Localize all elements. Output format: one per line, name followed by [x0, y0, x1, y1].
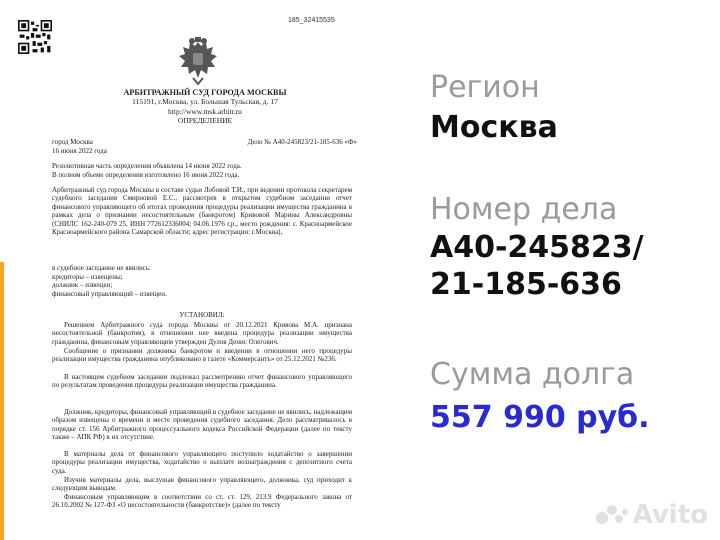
- intro-paragraph: Арбитражный суд города Москвы в составе судьи Лобовой Т.И., при ведении протокола секретарем судебного заседания Смирновой Е.С., рассмотрев в открытом судебном заседании отчет финансового управляющего об итогах проведения процедуры реализации имущества гражданина в рамках дела о признании несостоятельным (банкротом) Кривовой Марины Александровны (СНИЛС 162-240-079 25, ИНН 772612336004; 04.06.1976 г.р., место рождения: с. Красноармейское Красноармейского района Самарской области; адрес регистрации: г.Москва),: [52, 186, 352, 237]
- court-header: [60, 88, 350, 125]
- case-number-label: Номер дела: [430, 192, 618, 227]
- avito-watermark-text: Avito: [632, 500, 708, 530]
- city-case-row: [52, 138, 357, 147]
- established-heading: УСТАНОВИЛ:: [179, 311, 225, 319]
- qr-code-icon: [18, 20, 52, 54]
- case-number-value-line1: А40-245823/: [430, 230, 644, 265]
- paragraph-5: В материалы дела от финансового управляющего поступило ходатайство о завершении процедуры реализации имущества, ходатайство о выплате вознаграждения с депозитного счета суда.: [52, 450, 352, 475]
- side-accent-bar: [0, 262, 4, 540]
- case-number-value-line2: 21-185-636: [430, 267, 622, 302]
- absent-manager: финансовый управляющий – извещен.: [52, 289, 167, 298]
- absent-debtor: должник – извещен;: [52, 281, 113, 290]
- absent-heading: в судебное заседание не явились:: [52, 264, 152, 272]
- court-name: АРБИТРАЖНЫЙ СУД ГОРОДА МОСКВЫ: [123, 88, 287, 97]
- document-date: 16 июня 2022 года: [52, 146, 107, 155]
- city: город Москва: [52, 138, 93, 146]
- paragraph-4: Должник, кредиторы, финансовый управляющий в судебное заседание не явились, надлежащим образом извещены о времени и месте проведения судебного заседания. Дело рассматривалось в порядке ст. 156 Арбитражного процессуального кодекса Российской Федерации (далее по тексту также – АПК РФ) в их отсутствие.: [52, 408, 353, 442]
- paragraph-3: В настоящем судебном заседании подлежал рассмотрению отчет финансового управляющего по результатам проведения процедуры реализации имущества гражданина.: [52, 373, 352, 390]
- case-reference: Дело № А40-245823/21-185-636 «Ф»: [247, 138, 357, 146]
- avito-logo-icon: [595, 504, 629, 526]
- avito-watermark: [595, 500, 708, 530]
- document-number: 185_32415535: [288, 17, 335, 24]
- court-website: http://www.msk.arbitr.ru: [168, 106, 242, 116]
- document-type: ОПРЕДЕЛЕНИЕ: [177, 115, 233, 125]
- paragraph-2: Сообщение о признании должника банкротом и введении в отношении него процедуры реализации имущества гражданина опубликовано в газете «Коммерсантъ» от 25.12.2021 №236.: [52, 347, 352, 364]
- resolution-line-2: В полном объеме определения изготовлено 16 июня 2022 года.: [52, 170, 240, 179]
- resolution-line-1: Резолютивная часть определения объявлена 14 июня 2022 года.: [52, 162, 242, 170]
- absent-creditors: кредиторы – извещены;: [52, 272, 123, 281]
- debt-value: 557 990 руб.: [430, 400, 650, 435]
- paragraph-6: Изучив материалы дела, выслушав финансового управляющего, должника, суд приходит к следующим выводам.: [52, 476, 352, 493]
- paragraph-7: Финансовым управляющим в соответствии со ст. ст. 129, 213.9 Федерального закона от 26.10.2002 № 127-ФЗ «О несостоятельности (банкротстве)» (далее по тексту: [52, 493, 352, 510]
- paragraph-1: Решением Арбитражного суда города Москвы от 20.12.2021 Кривова М.А. признана несостоятельной (банкротом), в отношении нее введена процедура реализации имущества гражданина, финансовым управляющим утвержден Дулов Денис Олегович.: [52, 321, 352, 346]
- region-value: Москва: [430, 110, 558, 145]
- region-label: Регион: [430, 70, 540, 105]
- court-address: 115191, г.Москва, ул. Большая Тульская, д. 17: [132, 97, 278, 107]
- coat-of-arms-icon: [173, 36, 223, 86]
- debt-label: Сумма долга: [430, 357, 635, 392]
